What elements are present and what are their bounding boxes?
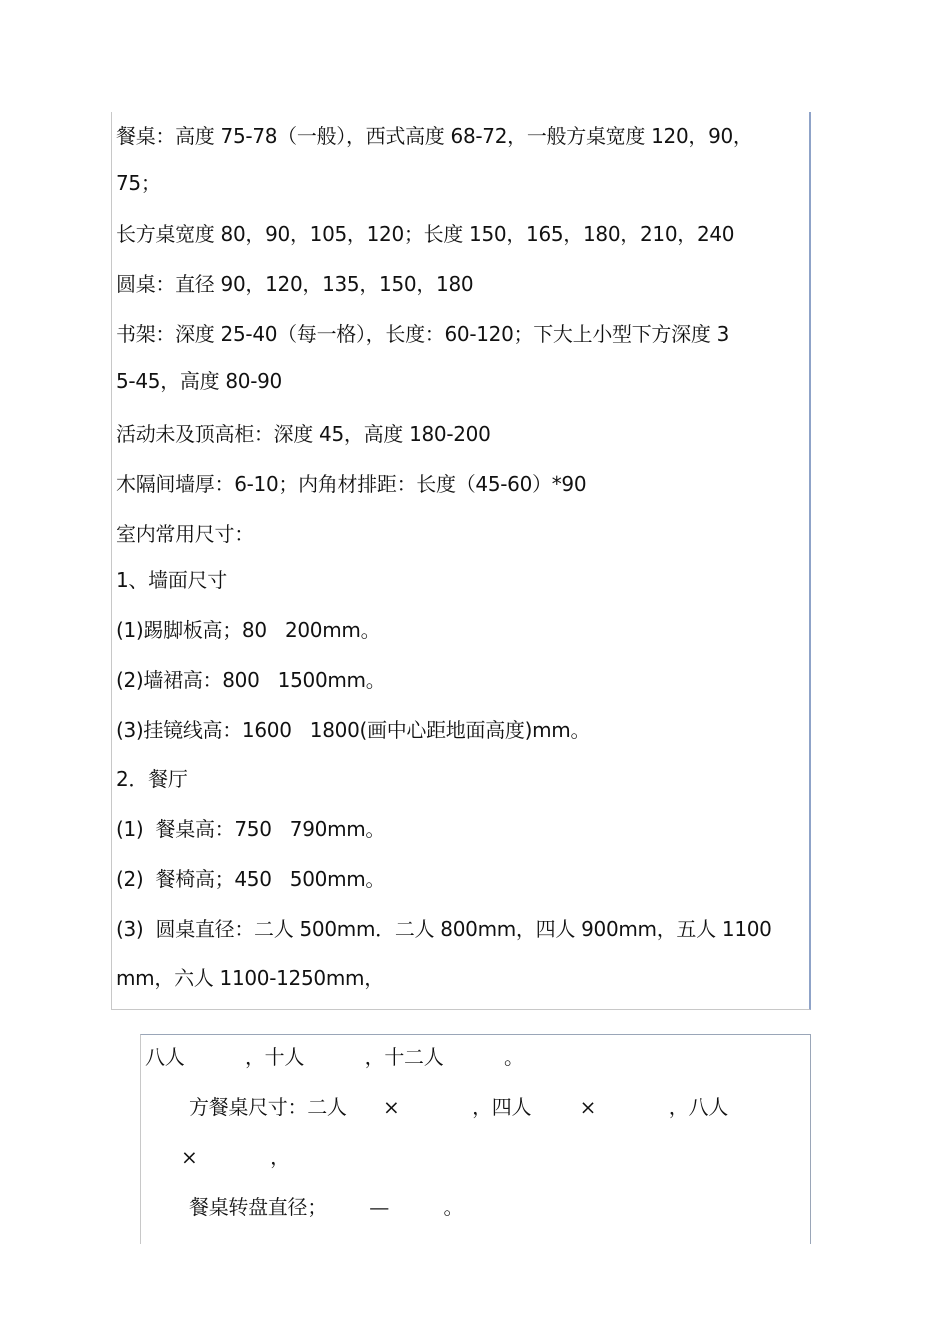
text-line: (2) 餐椅高；450 500mm。 xyxy=(116,867,386,891)
text-line: 圆桌：直径 90，120，135，150，180 xyxy=(116,272,474,296)
text-line: 75； xyxy=(116,171,161,195)
furniture-dimensions-block xyxy=(111,112,811,1010)
text-line: (3) 圆桌直径：二人 500mm．二人 800mm，四人 900mm，五人 1100 xyxy=(116,917,772,941)
section-heading: 室内常用尺寸： xyxy=(116,522,254,546)
text-line: 餐桌：高度 75-78（一般），西式高度 68-72，一般方桌宽度 120，90， xyxy=(116,124,753,148)
text-line: 餐桌转盘直径； — 。 xyxy=(189,1195,464,1219)
text-line: (3)挂镜线高：1600 1800(画中心距地面高度)mm。 xyxy=(116,718,591,742)
text-line: 八人 ，十人 ，十二人 。 xyxy=(145,1045,524,1069)
text-line: 5-45，高度 80-90 xyxy=(116,369,282,393)
section-heading: 2．餐厅 xyxy=(116,767,188,791)
text-line: (1)踢脚板高；80 200mm。 xyxy=(116,618,381,642)
text-line: × ， xyxy=(181,1145,290,1169)
text-line: mm，六人 1100-1250mm， xyxy=(116,966,384,990)
dining-table-sizes-block xyxy=(140,1034,811,1244)
text-line: 长方桌宽度 80，90，105，120；长度 150，165，180，210，240 xyxy=(116,222,735,246)
text-line: (1) 餐桌高：750 790mm。 xyxy=(116,817,386,841)
text-line: 活动未及顶高柜：深度 45，高度 180-200 xyxy=(116,422,491,446)
text-line: 书架：深度 25-40（每一格），长度：60-120；下大上小型下方深度 3 xyxy=(116,322,729,346)
text-line: (2)墙裙高：800 1500mm。 xyxy=(116,668,386,692)
section-heading: 1、墙面尺寸 xyxy=(116,568,227,592)
text-line: 方餐桌尺寸：二人 × ，四人 × ，八人 xyxy=(189,1095,728,1119)
text-line: 木隔间墙厚：6-10；内角材排距：长度（45-60）*90 xyxy=(116,472,587,496)
